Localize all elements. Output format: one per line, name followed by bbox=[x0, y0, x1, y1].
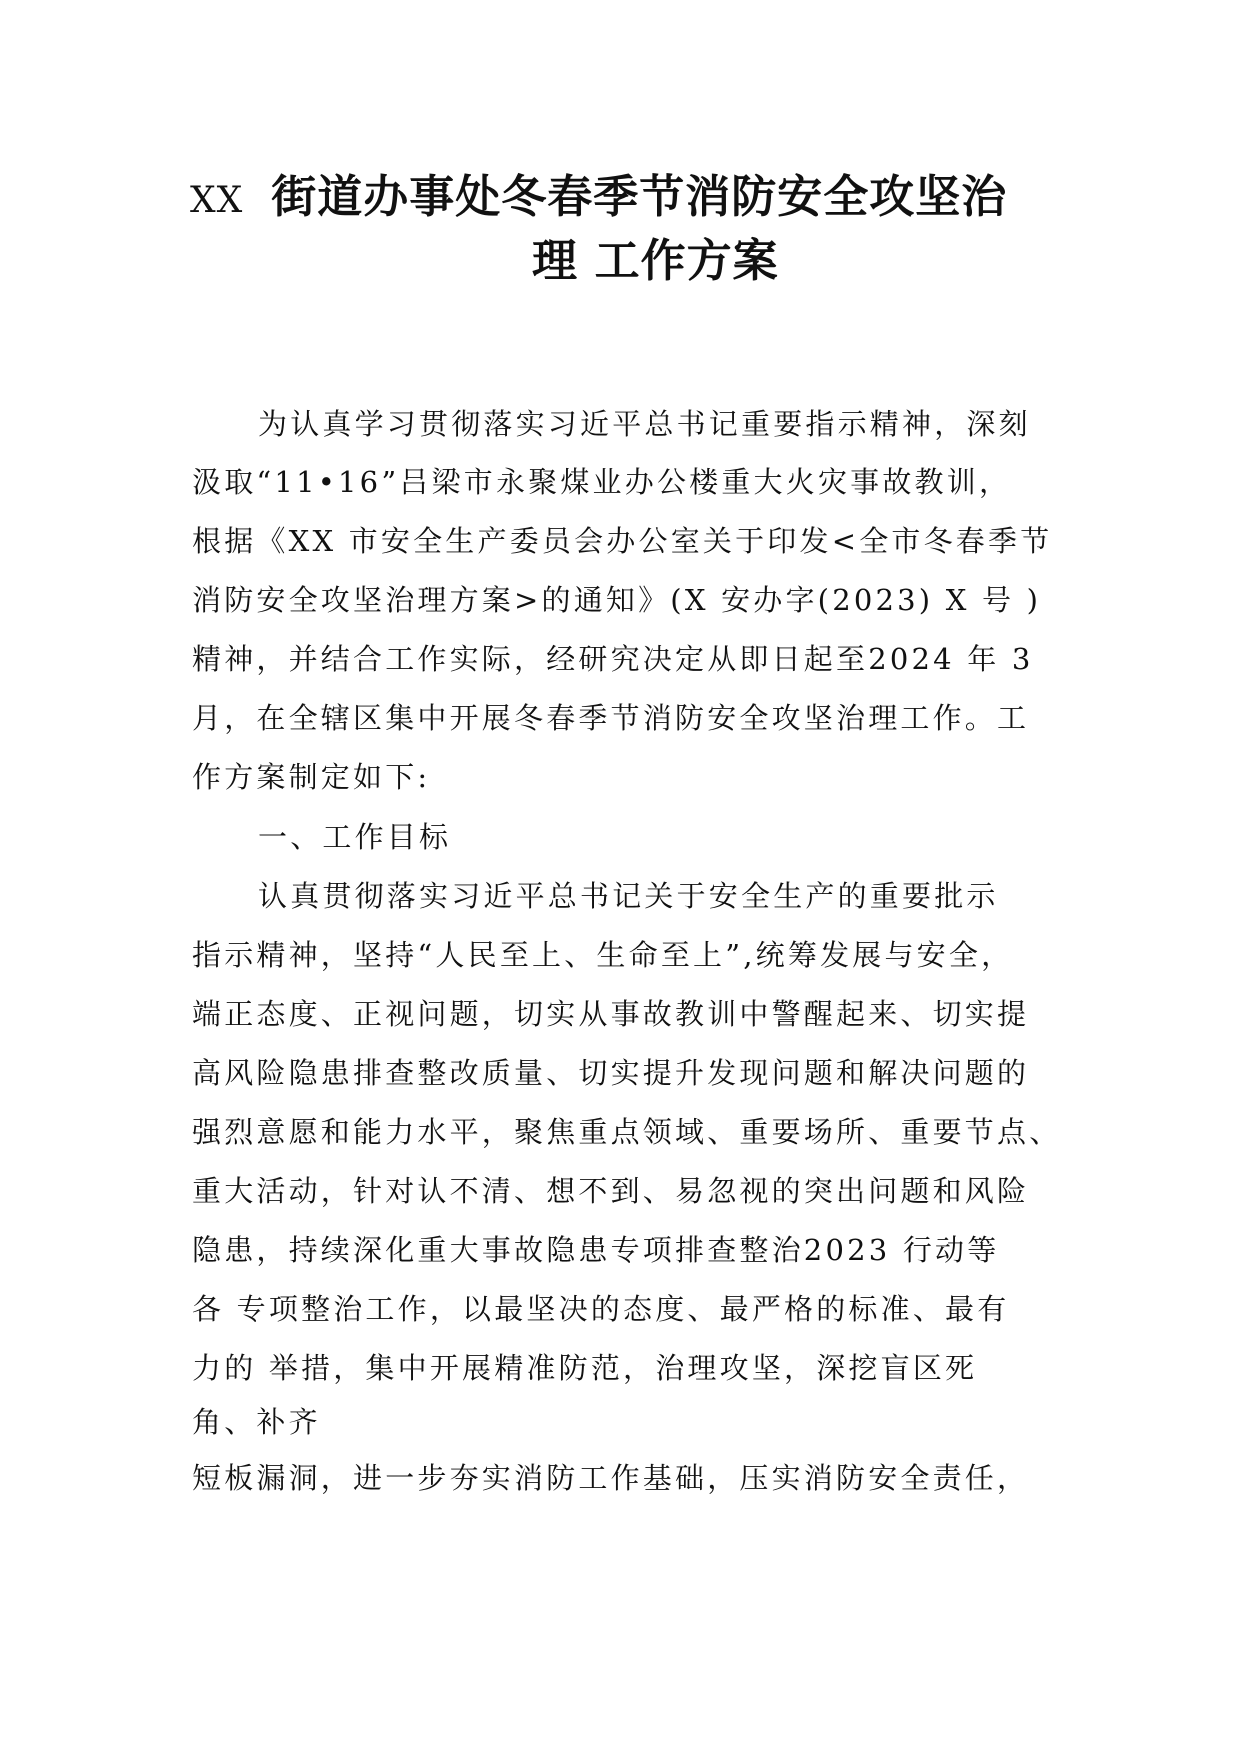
document-title-prefix: XX bbox=[190, 180, 244, 221]
document-title-line-1 bbox=[190, 160, 1007, 225]
paragraph-line: 月，在全辖区集中开展冬春季节消防安全攻坚治理工作。工 bbox=[192, 701, 1030, 735]
paragraph-line: 高风险隐患排查整改质量、切实提升发现问题和解决问题的 bbox=[192, 1056, 1030, 1090]
paragraph-line: 汲取“11•16”吕梁市永聚煤业办公楼重大火灾事故教训， bbox=[192, 465, 1012, 499]
paragraph-line: 为认真学习贯彻落实习近平总书记重要指示精神，深刻 bbox=[258, 407, 1031, 441]
paragraph-line: 作方案制定如下: bbox=[192, 760, 431, 794]
paragraph-line: 隐患，持续深化重大事故隐患专项排查整治2023 行动等 bbox=[192, 1233, 1000, 1267]
paragraph-line: 认真贯彻落实习近平总书记关于安全生产的重要批示 bbox=[258, 879, 999, 913]
section-heading: 一、工作目标 bbox=[258, 820, 452, 854]
paragraph-line: 强烈意愿和能力水平，聚焦重点领域、重要场所、重要节点、 bbox=[192, 1115, 1062, 1149]
document-title-text-2: 理 工作方案 bbox=[532, 234, 779, 287]
paragraph-line: 力的 举措，集中开展精准防范，治理攻坚，深挖盲区死 bbox=[192, 1351, 978, 1385]
paragraph-line: 短板漏洞，进一步夯实消防工作基础，压实消防安全责任， bbox=[192, 1461, 1030, 1495]
paragraph-line: 指示精神，坚持“人民至上、生命至上”,统筹发展与安全， bbox=[192, 938, 1014, 972]
document-title-line-2 bbox=[532, 224, 779, 289]
paragraph-line: 端正态度、正视问题，切实从事故教训中警醒起来、切实提 bbox=[192, 997, 1030, 1031]
paragraph-line: 根据《XX 市安全生产委员会办公室关于印发<全市冬春季节 bbox=[192, 524, 1053, 558]
document-title-text-1: 街道办事处冬春季节消防安全攻坚治 bbox=[271, 170, 1008, 223]
paragraph-line: 角、补齐 bbox=[192, 1405, 321, 1439]
paragraph-line: 重大活动，针对认不清、想不到、易忽视的突出问题和风险 bbox=[192, 1174, 1030, 1208]
paragraph-line: 消防安全攻坚治理方案>的通知》(X 安办字(2023) X 号 ) bbox=[192, 583, 1042, 617]
paragraph-line: 各 专项整治工作，以最坚决的态度、最严格的标准、最有 bbox=[192, 1292, 1010, 1326]
paragraph-line: 精神，并结合工作实际，经研究决定从即日起至2024 年 3 bbox=[192, 642, 1034, 676]
